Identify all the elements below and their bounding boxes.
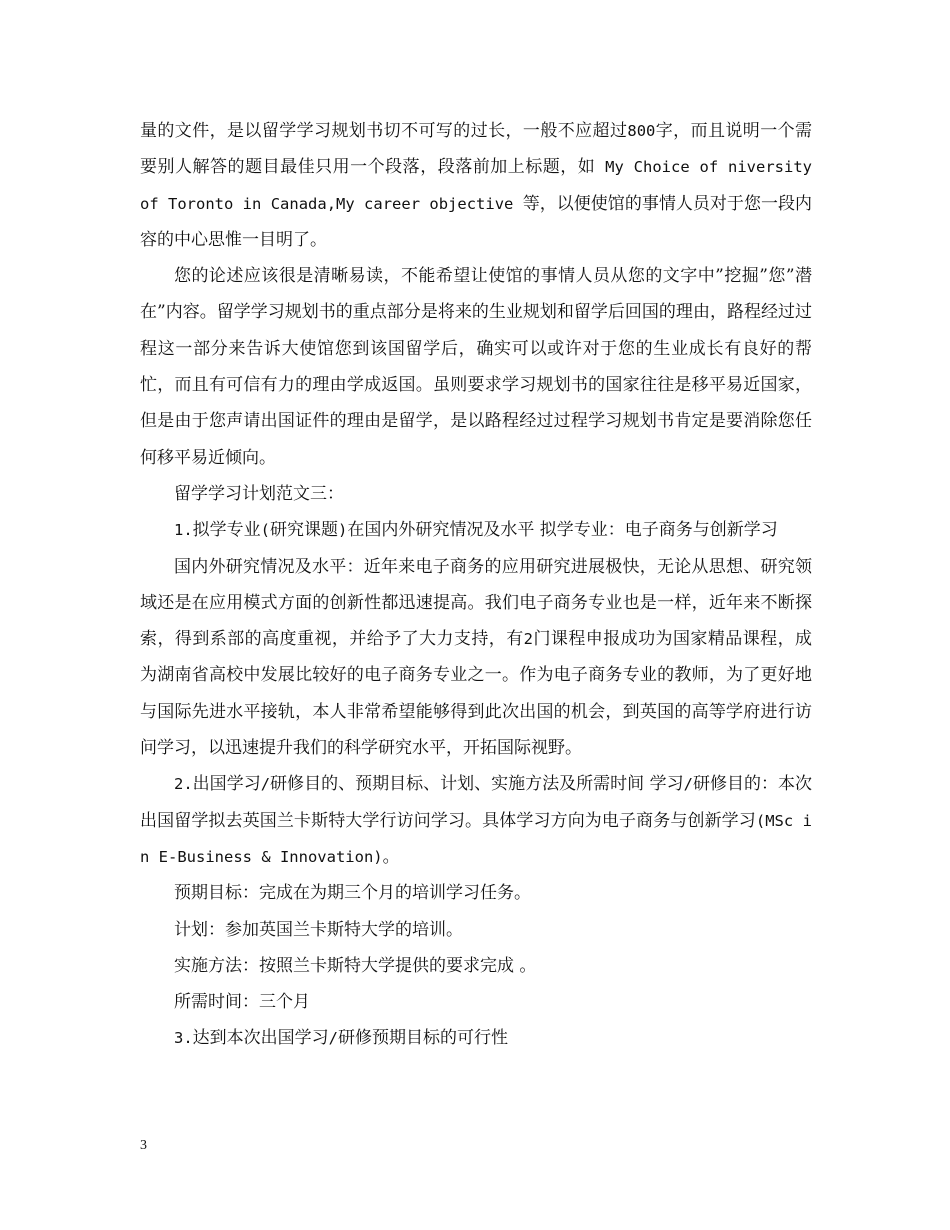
latin-text-run: / xyxy=(260,775,271,794)
text-run: 预期目标：完成在为期三个月的培训学习任务。 xyxy=(174,883,531,904)
paragraph xyxy=(140,258,812,476)
text-run: 。 xyxy=(382,846,400,867)
paragraph xyxy=(140,476,812,512)
text-run: 等，以便使馆的事情人员对于您一段内容的中心思惟一目明了。 xyxy=(140,193,813,250)
text-run: 您的论述应该很是清晰易读，不能希望让使馆的事情人员从您的文字中”挖掘”您”潜在”内容。留学学习规划书的重点部分是将来的生业规划和留学后回国的理由，路程经过过程这一部分来告诉大使馆您到该国留学后，确实可以或许对于您的生业成长有良好的帮忙，而且有可信有力的理由学成返国。虽则要求学习规划书的国家往往是移平易近国家，但是由于您声请出国证件的理由是留学，是以路程经过过程学习规划书肯定是要消除您任何移平易近倾向。 xyxy=(140,266,812,468)
paragraph xyxy=(140,912,812,948)
text-run: 研究课题 xyxy=(270,520,339,541)
text-run: 量的文件，是以留学学习规划书切不可写的过长，一般不应超过 xyxy=(140,121,628,141)
latin-text-run: ( xyxy=(260,521,271,540)
paragraph xyxy=(140,1020,812,1056)
paragraph xyxy=(140,984,812,1020)
paragraph xyxy=(140,875,812,911)
latin-text-run: 3. xyxy=(174,1029,193,1048)
latin-text-run: 1. xyxy=(174,521,193,540)
text-run: 字，而且说明一个需要别人解答的题目最佳只用一个段落，段落前加上标题，如 xyxy=(140,121,813,178)
text-run: 计划：参加英国兰卡斯特大学的培训。 xyxy=(174,919,463,940)
text-run: 国内外研究情况及水平：近年来电子商务的应用研究进展极快，无论从思想、研究领域还是在应用模式方面的创新性都迅速提高。我们电子商务专业也是一样，近年来不断探索，得到系部的高度重视，并给予了大力支持，有 xyxy=(140,556,812,650)
text-run: 实施方法：按照兰卡斯特大学提供的要求完成 。 xyxy=(174,955,537,976)
latin-text-run: 2. xyxy=(174,775,193,794)
paragraph xyxy=(140,113,812,258)
latin-text-run: My Choice of niversity of Toronto in Canada,My career objective xyxy=(140,158,812,213)
text-run: 研修目的、预期目标、计划、实施方法及所需时间 学习 xyxy=(270,774,684,795)
paragraph xyxy=(140,766,812,875)
latin-text-run: / xyxy=(683,775,693,794)
document-body xyxy=(140,113,812,1057)
latin-text-run: ) xyxy=(338,521,348,540)
text-run: 门课程申报成功为国家精品课程，成为湖南省高校中发展比较好的电子商务专业之一。作为电子商务专业的教师，为了更好地与国际先进水平接轨，本人非常希望能够得到此次出国的机会，到英国的高等学府进行访问学习，以迅速提升我们的科学研究水平，开拓国际视野。 xyxy=(140,629,813,759)
paragraph xyxy=(140,512,812,548)
text-run: 所需时间：三个月 xyxy=(174,992,310,1013)
text-run: 达到本次出国学习 xyxy=(192,1028,329,1049)
text-run: 研修目的：本次出国留学拟去英国兰卡斯特大学行访问学习。具体学习方向为电子商务与创新学习 xyxy=(140,774,813,831)
latin-text-run: 800 xyxy=(627,122,656,140)
text-run: 留学学习计划范文三： xyxy=(174,483,344,504)
text-run: 出国学习 xyxy=(192,774,261,795)
paragraph xyxy=(140,549,812,767)
latin-text-run: 2 xyxy=(523,630,533,649)
text-run: 拟学专业 xyxy=(192,520,261,541)
page-number: 3 xyxy=(140,1138,147,1153)
latin-text-run: (MSc in E-Business & Innovation) xyxy=(140,811,812,866)
paragraph xyxy=(140,948,812,984)
latin-text-run: / xyxy=(328,1029,339,1048)
text-run: 在国内外研究情况及水平 拟学专业：电子商务与创新学习 xyxy=(347,520,778,541)
text-run: 研修预期目标的可行性 xyxy=(338,1028,509,1049)
